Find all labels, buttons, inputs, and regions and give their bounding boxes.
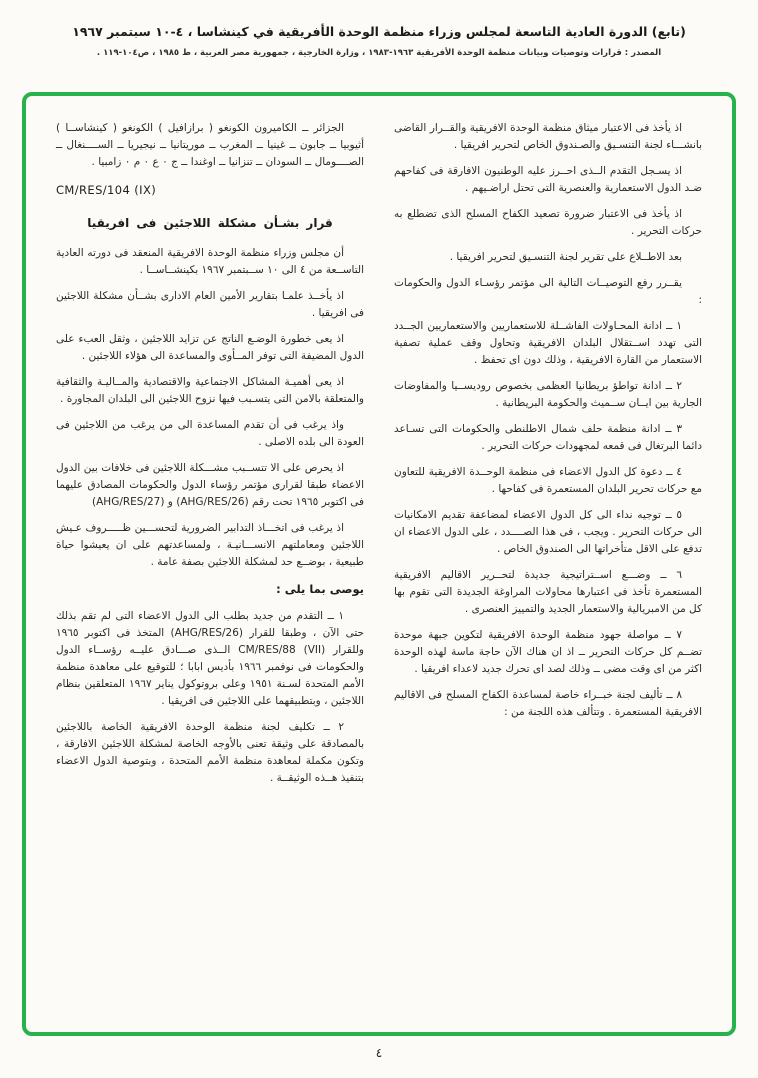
resolution-title: قرار بشـأن مشكلة اللاجئين فى افريقيا	[87, 215, 333, 230]
paragraph: ٥ ــ توجيه نداء الى كل الدول الاعضاء لمضاعفة تقديم الامكانيات الى حركات التحرير . ويجب ، فى هذا الصــــدد ، على الدول الاعضاء ان تدفع على الاقل متأخراتها الى الصندوق الخاص .	[394, 509, 702, 555]
paragraph: ٢ ــ ادانة تواطؤ بريطانيا العظمى بخصوص روديســيا والمفاوضات الجارية بين ايــان ســميث والحكومة البريطانية .	[394, 380, 702, 409]
paragraph: اذ يعى أهميـة المشاكل الاجتماعية والاقتصادية والمــاليـة والثقافية والمتعلقة بالامن التى يتسـبب فيها نزوح اللاجئين الى البلدان المجاورة .	[56, 376, 364, 406]
paragraph: بعد الاطــلاع على تقرير لجنة التنسـيق لتحرير افريقيا .	[449, 251, 682, 263]
page-number: ٤	[375, 1046, 383, 1060]
paragraph: اذ يأخذ فى الاعتبار ضرورة تصعيد الكفاح المسلح الذى تضطلع به حركات التحرير .	[394, 208, 702, 237]
left-column	[56, 120, 364, 1014]
recommends-heading: يوصى بما يلى :	[276, 582, 364, 597]
paragraph: اذ يأخذ فى الاعتبار ميثاق منظمة الوحدة الافريقية والقــرار القاضى بانشـــاء لجنة التنسـيق والصـندوق الخاص لتحرير افريقيا .	[394, 122, 702, 151]
paragraph: ١ ــ التقدم من جديد بطلب الى الدول الاعضاء التى لم تقم بذلك حتى الآن ، وطبقا للقرار (AHG/RES/26) المتخذ فى اكتوبر ١٩٦٥ وللقرار (CM/RES/88 (VII الــذى صـــادق عليــه رؤســاء الدول والحكومات فى نوفمبر ١٩٦٦ بأديس ابابا ؛ للتوقيع على معاهدة منظمة الأمم المتحدة لسـنة ١٩٥١ وعلى بروتوكول يناير ١٩٦٧ المتعلقين بنظام اللاجئين ، وبتطبيقهما على اللاجئين فى افريقيا .	[56, 609, 365, 707]
content-border	[22, 92, 736, 1036]
page-header	[0, 0, 758, 58]
paragraph: ٢ ــ تكليف لجنة منظمة الوحدة الافريقية الخاصة باللاجئين بالمصادقة على وثيقة تعنى بالأوجه الخاصة لمشكلة اللاجئين الافارقة ، وتكون مكملة لمعاهدة منظمة الأمم المتحدة ، وبتوصية الدول الاعضاء بتنفيذ هــذه الوثيقــة .	[56, 720, 364, 784]
paragraph: أن مجلس وزراء منظمة الوحدة الافريقية المنعقد فى دورته العادية التاســعة من ٤ الى ١٠ ســبتمبر ١٩٦٧ بكينشــاســا .	[56, 247, 364, 277]
committee-countries: الجزائر ــ الكاميرون الكونغو ( برازافيل ) الكونغو ( كينشاســا ) أثيوبيا ــ جابون ــ غينيا ــ المغرب ــ موريتانيا ــ نيجيريا ــ الســــنغال ــ الصــــومال ــ السودان ــ تنزانيا ــ اوغندا ــ ج ٠ ع ٠ م ٠ زامبيا .	[56, 122, 364, 168]
paragraph: ١ ــ ادانة المحـاولات الفاشــلة للاستعماريين والاستعماريين الجــدد التى تهدد اســتقلال البلدان الافريقية وتحاول وقف عملية تصفية الاستعمار من القارة الافريقية ، وذلك دون اى تحفظ .	[394, 320, 702, 366]
header-title: (تابع) الدورة العادية التاسعة لمجلس وزراء منظمة الوحدة الأفريقية في كينشاسا ، ٤-١٠ سبتمبر ١٩٦٧	[72, 24, 686, 39]
source-line: المصدر : قرارات وتوصيات وبيانات منظمة الوحدة الأفريقية ١٩٦٣-١٩٨٣ ، وزارة الخارجية ، جمهورية مصر العربية ، ط ١٩٨٥ ، ص١٠٤-١١٩ .	[96, 48, 662, 58]
resolution-preamble	[56, 245, 364, 571]
paragraph: اذ يرغب فى اتخـــاذ التدابير الضرورية لتحســـين ظـــــروف عـيش اللاجئين ومعاملتهم الانســـانيـة ، ولمساعدتهم على ان يعيشوا حياة طبيعية ، بوضــع حد لمشكلة اللاجئين بصفة عامة .	[56, 522, 364, 569]
paragraph: ٤ ــ دعوة كل الدول الاعضاء فى منظمة الوحــدة الافريقية للتعاون مع حركات تحرير البلدان المستعمرة فى كفاحها .	[394, 466, 702, 495]
paragraph: ٦ ــ وضـــع اســتراتيجية جديدة لتحــرير الاقاليم الافريقية المستعمرة تأخذ فى اعتبارها محاولات المراوغة الجديدة التى تقوم بها كل من الامبريالية والاستعمار الجديد والتمييز العنصرى .	[394, 569, 702, 615]
paragraph: اذ يسـجل التقدم الــذى احــرز عليه الوطنيون الافارقة فى كفاحهم ضـد الدول الاستعمارية والعنصرية التى تحتل اراضـيهم .	[394, 165, 702, 194]
paragraph: ٨ ــ تأليف لجنة خبــراء خاصة لمساعدة الكفاح المسلح فى الاقاليم الافريقية المستعمرة . وتتألف هذه اللجنة من :	[394, 689, 702, 718]
paragraph: يقــرر رفع التوصيــات التالية الى مؤتمر رؤسـاء الدول والحكومات :	[394, 277, 702, 306]
resolution-code: CM/RES/104 (IX)	[56, 183, 157, 197]
paragraph: ٣ ــ ادانة منظمة حلف شمال الاطلنطى والحكومات التى تسـاعد دائما البرتغال فى قمعه لمجهودات حركات التحرير .	[394, 423, 702, 452]
paragraph: اذ يأخــذ علمـا بتقارير الأمين العام الادارى بشــأن مشكلة اللاجئين فى افريقيا .	[56, 290, 364, 320]
recommendations	[56, 608, 364, 787]
paragraph: اذ يعى خطورة الوضـع الناتج عن تزايد اللاجئين ، وثقل العبء على الدول المضيفة التى توفر المــأوى والمساعدة الى هؤلاء اللاجئين .	[56, 333, 364, 363]
paragraph: ٧ ــ مواصلة جهود منظمة الوحدة الافريقية لتكوين جبهة موحدة تضــم كل حركات التحرير ــ اذ ان هناك الآن حاجة ماسة لهذه الوحدة اكثر من اى وقت مضى ــ وذلك لصد اى تحرك جديد لاعداء افريقيا .	[394, 629, 702, 675]
paragraph: اذ يحرص على الا تتســبب مشـــكلة اللاجئين فى خلافات بين الدول الاعضاء طبقا لقرارى مؤتمر رؤساء الدول والحكومات المصادق عليهما فى اكتوبر ١٩٦٥ تحت رقم (AHG/RES/26) و (AHG/RES/27)	[56, 462, 364, 509]
paragraph: واذ يرغب فى أن تقدم المساعدة الى من يرغب من اللاجئين فى العودة الى بلده الاصلى .	[56, 419, 364, 449]
right-column	[394, 120, 702, 1014]
